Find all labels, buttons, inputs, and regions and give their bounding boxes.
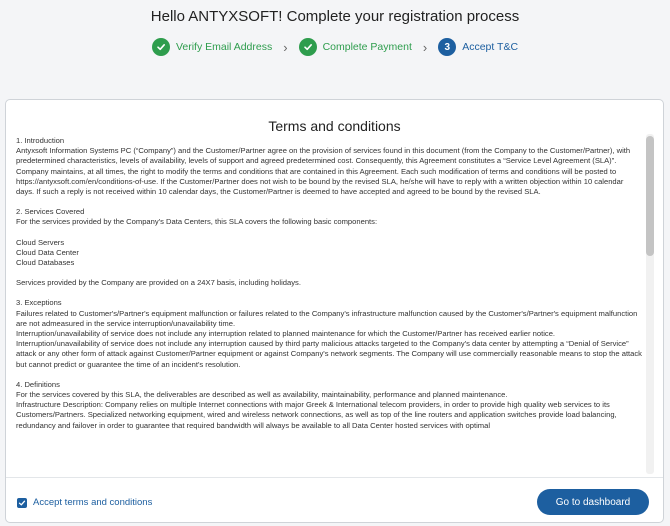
step-accept-tc bbox=[438, 38, 518, 56]
terms-paragraph: 1. Introduction bbox=[16, 136, 65, 145]
step-number: 3 bbox=[438, 38, 456, 56]
chevron-right-icon: › bbox=[422, 39, 428, 55]
page-title: Hello ANTYXSOFT! Complete your registration process bbox=[150, 8, 520, 25]
accept-terms-checkbox[interactable] bbox=[17, 497, 152, 508]
terms-paragraph: Cloud Databases bbox=[16, 258, 75, 268]
step-label: Verify Email Address bbox=[175, 41, 273, 53]
terms-paragraph: Services provided by the Company are provided on a 24X7 basis, including holidays. bbox=[16, 278, 301, 288]
step-label: Complete Payment bbox=[322, 41, 412, 53]
terms-card bbox=[5, 99, 664, 523]
check-icon bbox=[299, 38, 317, 56]
check-icon bbox=[152, 38, 170, 56]
go-to-dashboard-button[interactable]: Go to dashboard bbox=[537, 489, 649, 515]
paragraph-gap bbox=[16, 197, 642, 207]
terms-paragraph: 2. Services Covered bbox=[16, 207, 85, 217]
terms-paragraph: Company maintains, at all times, the right to modify the terms and conditions that are contained in this Agreement. Each such modification of terms and conditions will be posted to https://antyxsoft.com/en/conditions-of-use. If the Customer/Partner does not wish to be bound by the revised SLA, he/she will have to reply with a written objection within 10 calendar days. If such a reply is not received within 10 calendar days, the Customer/Partner is deemed to have accepted and agreed to be bound by the revised SLA. bbox=[16, 166, 624, 197]
terms-paragraph: For the services provided by the Company's Data Centers, this SLA covers the following basic components: bbox=[16, 217, 378, 227]
paragraph-gap bbox=[16, 228, 642, 238]
terms-paragraph: 3. Exceptions bbox=[16, 298, 62, 308]
step-label: Accept T&C bbox=[462, 41, 519, 53]
progress-stepper bbox=[0, 36, 670, 58]
accept-terms-label[interactable]: Accept terms and conditions bbox=[33, 497, 153, 508]
terms-paragraph: Failures related to Customer's/Partner's equipment malfunction or failures related to the Company's infrastructure malfunction caused by the Customer's/Partner's equipment malfunction are not admeasured in the service interruption/unavailability time. bbox=[16, 308, 638, 328]
chevron-right-icon: › bbox=[283, 39, 288, 55]
paragraph-gap bbox=[16, 288, 642, 298]
terms-title: Terms and conditions bbox=[268, 118, 401, 134]
terms-paragraph: Interruption/unavailability of service does not include any interruption caused by third party malicious attacks targeted to the Company's data center by attempting a “Denial of Service” attack or any other form of attack against Customer/Partner equipment or against Company's network segments. The Company will use commercially reasonable means to stop the attack but cannot predict or guarantee the time of an incident's resolution. bbox=[16, 339, 642, 369]
paragraph-gap bbox=[16, 370, 642, 380]
step-complete-payment bbox=[299, 38, 412, 56]
terms-paragraph: 4. Definitions bbox=[16, 379, 60, 389]
terms-paragraph: For the services covered by this SLA, the deliverables are described as well as availability, maintainability, performance and planned maintenance. bbox=[16, 390, 508, 400]
divider bbox=[6, 477, 663, 478]
terms-paragraph: Cloud Servers bbox=[16, 237, 65, 247]
checkbox-checked-icon[interactable] bbox=[17, 498, 27, 508]
terms-paragraph: Cloud Data Center bbox=[16, 247, 79, 257]
step-verify-email bbox=[152, 38, 272, 56]
paragraph-gap bbox=[16, 268, 642, 278]
terms-paragraph: Infrastructure Description: Company relies on multiple Internet connections with major Greek & International telecom providers, in order to provide high quality web services to its Customers/Partners. Specialized networking equipment, wired and wireless network connections, as well as top of the line routers and application switches provide load balancing, redundancy and failover in order to guarantee that required bandwidth will always be available to all Data Center hosted services with optimal bbox=[16, 400, 617, 430]
scrollbar[interactable] bbox=[646, 134, 654, 474]
terms-content[interactable] bbox=[16, 136, 642, 476]
terms-paragraph: Antyxsoft Information Systems PC (“Company”) and the Customer/Partner agree on the provision of services found in this document (from the Company to the Customer/Partner), with predetermined characteristics, levels of availability, levels of support and agreed predetermined cost. Consequently, this Agreement constitutes a “Service Level Agreement (SLA)”. bbox=[16, 146, 631, 166]
scrollbar-thumb[interactable] bbox=[646, 136, 654, 256]
terms-paragraph: Interruption/unavailability of service does not include any interruption related to planned maintenance for which the Customer/Partner has received earlier notice. bbox=[16, 329, 556, 339]
